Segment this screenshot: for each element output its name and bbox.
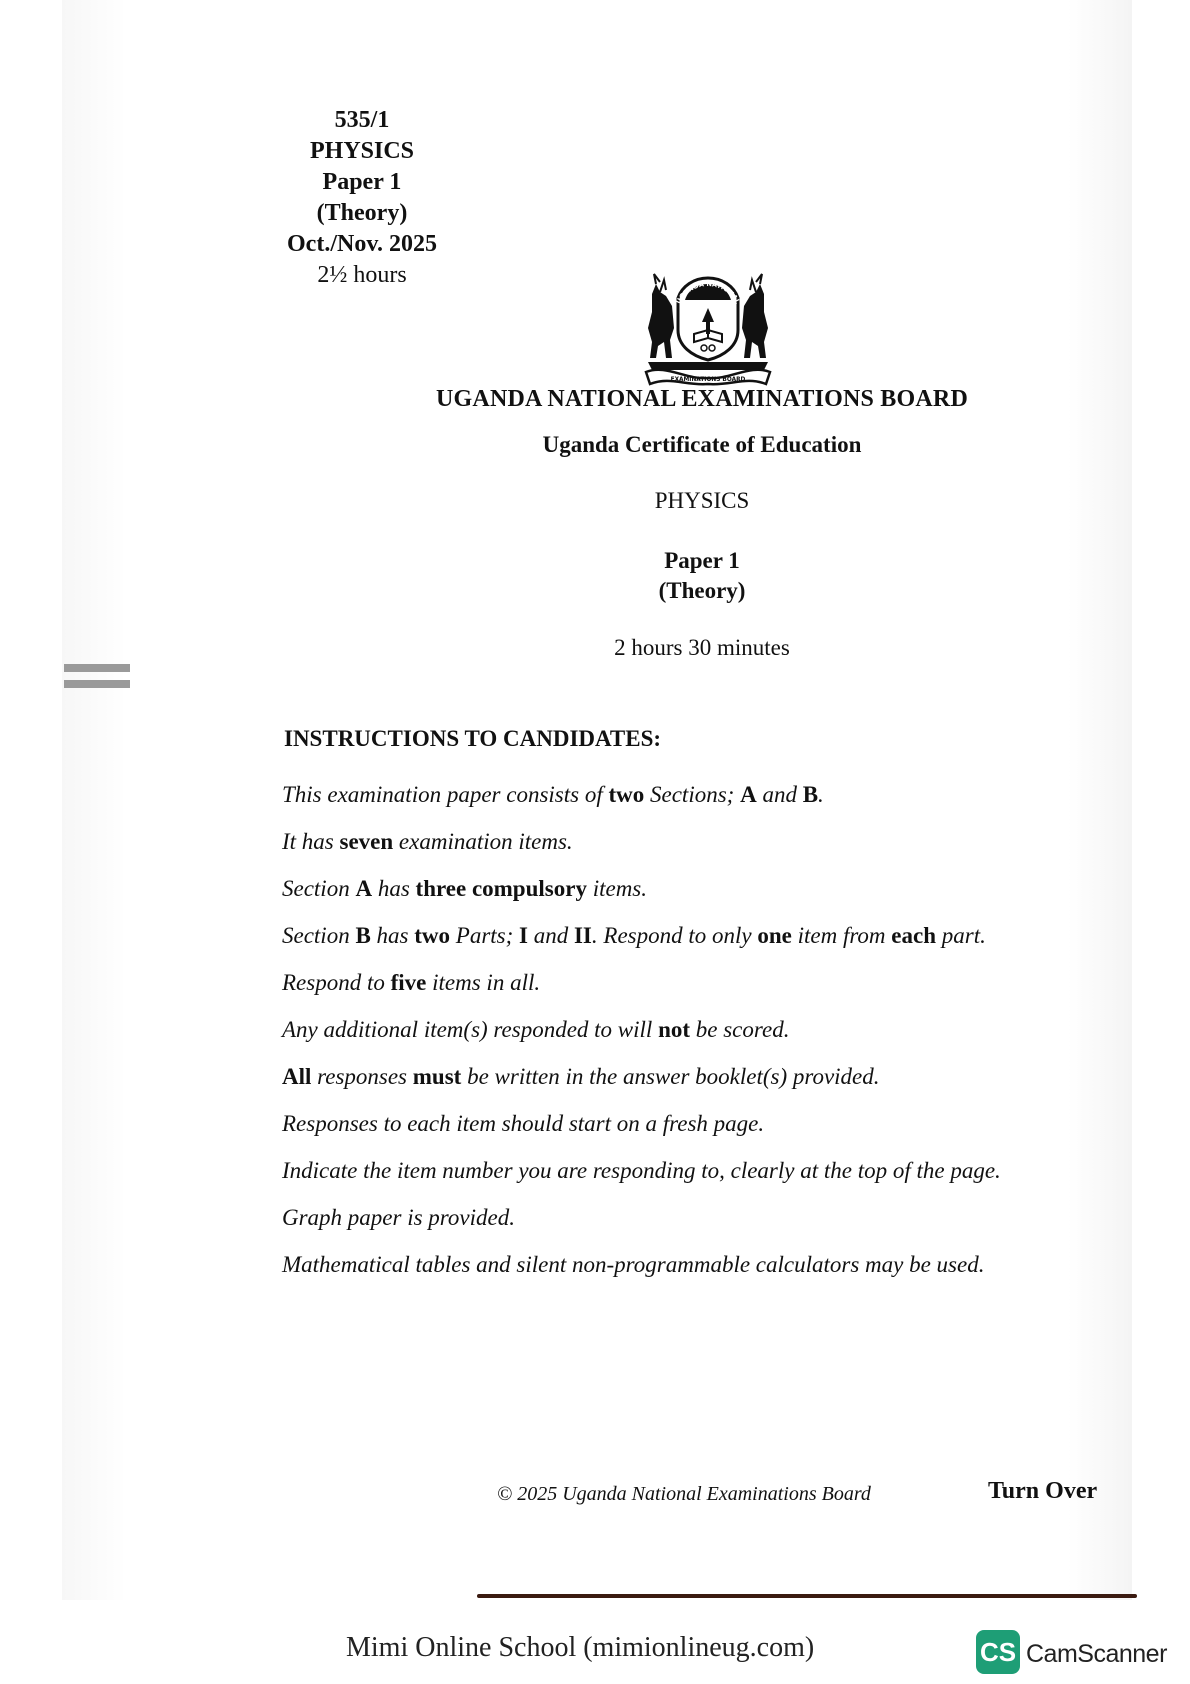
- svg-text:UGANDA NATIONAL: UGANDA NATIONAL: [674, 279, 742, 306]
- instruction-emphasis: one: [757, 923, 792, 948]
- header-time: 2½ hours: [317, 262, 407, 288]
- paper-type: (Theory): [658, 578, 746, 603]
- instruction-text: . Respond to only: [591, 923, 758, 948]
- instruction-text: Parts;: [450, 923, 520, 948]
- instruction-text: part.: [936, 923, 986, 948]
- instruction-emphasis: seven: [339, 829, 394, 854]
- instruction-emphasis: B: [355, 923, 371, 948]
- instruction-item: [282, 1252, 1102, 1299]
- paper-number: Paper 1: [664, 548, 740, 573]
- instruction-text: Graph paper is provided.: [282, 1205, 515, 1230]
- subject-title: PHYSICS: [654, 488, 750, 513]
- instruction-emphasis: II: [573, 923, 592, 948]
- page-bottom-rule: [477, 1594, 1137, 1598]
- instruction-emphasis: three compulsory: [415, 876, 587, 901]
- instruction-item: [282, 1111, 1102, 1158]
- turn-over-label: Turn Over: [988, 1478, 1098, 1504]
- instruction-text: Section: [282, 876, 356, 901]
- instruction-text: It has: [282, 829, 340, 854]
- instructions-list: [282, 782, 1102, 1299]
- instruction-text: responses: [311, 1064, 413, 1089]
- instruction-text: be written in the answer booklet(s) provided.: [461, 1064, 880, 1089]
- instruction-text: items in all.: [426, 970, 541, 995]
- camscanner-name: CamScanner: [1026, 1640, 1167, 1668]
- instruction-item: [282, 876, 1102, 923]
- scan-edge-marks: [64, 664, 130, 696]
- instruction-item: [282, 970, 1102, 1017]
- paper-code: 535/1: [334, 107, 390, 133]
- instruction-item: [282, 923, 1102, 970]
- watermark-source: Mimi Online School (mimionlineug.com): [346, 1632, 815, 1663]
- uneb-crest-logo: [642, 272, 774, 387]
- instruction-text: .: [818, 782, 824, 807]
- instruction-text: examination items.: [393, 829, 573, 854]
- edge-mark: [64, 664, 130, 672]
- edge-mark: [64, 680, 130, 688]
- instruction-text: item from: [791, 923, 892, 948]
- instruction-emphasis: B: [802, 782, 819, 807]
- instruction-item: [282, 1064, 1102, 1111]
- exam-duration: 2 hours 30 minutes: [614, 635, 790, 660]
- camscanner-logo-icon: CS: [976, 1630, 1020, 1674]
- instruction-emphasis: two: [414, 923, 451, 948]
- header-subject: PHYSICS: [309, 138, 415, 164]
- instruction-text: has: [370, 923, 415, 948]
- instruction-emphasis: A: [355, 876, 373, 901]
- instruction-text: and: [756, 782, 803, 807]
- header-type: (Theory): [316, 200, 408, 226]
- instruction-text: has: [372, 876, 416, 901]
- instruction-item: [282, 1205, 1102, 1252]
- instruction-text: be scored.: [690, 1017, 790, 1042]
- instruction-emphasis: A: [740, 782, 757, 807]
- instructions-heading: INSTRUCTIONS TO CANDIDATES:: [284, 726, 662, 751]
- instruction-item: [282, 1158, 1102, 1205]
- instruction-emphasis: two: [608, 782, 645, 807]
- svg-text:EXAMINATIONS BOARD: EXAMINATIONS BOARD: [670, 377, 746, 383]
- instruction-emphasis: not: [658, 1017, 691, 1042]
- copyright-notice: © 2025 Uganda National Examinations Board: [497, 1483, 871, 1505]
- instruction-text: Sections;: [644, 782, 741, 807]
- board-name: UGANDA NATIONAL EXAMINATIONS BOARD: [436, 386, 968, 412]
- instruction-item: [282, 782, 1102, 829]
- instruction-text: Any additional item(s) responded to will: [282, 1017, 659, 1042]
- instruction-text: items.: [586, 876, 648, 901]
- certificate-name: Uganda Certificate of Education: [542, 432, 862, 457]
- instruction-text: This examination paper consists of: [282, 782, 609, 807]
- instruction-item: [282, 829, 1102, 876]
- instruction-text: Mathematical tables and silent non-programmable calculators may be used.: [282, 1252, 985, 1277]
- instruction-emphasis: five: [390, 970, 427, 995]
- instruction-item: [282, 1017, 1102, 1064]
- header-paper: Paper 1: [322, 169, 402, 195]
- instruction-text: Section: [282, 923, 356, 948]
- instruction-text: Indicate the item number you are responding to, clearly at the top of the page.: [282, 1158, 1001, 1183]
- instruction-text: and: [527, 923, 574, 948]
- exam-sheet: [62, 0, 1132, 1600]
- instruction-text: Responses to each item should start on a fresh page.: [282, 1111, 765, 1136]
- paper-header: [262, 105, 462, 291]
- instruction-emphasis: each: [891, 923, 937, 948]
- instruction-text: Respond to: [282, 970, 391, 995]
- paper-title: [362, 546, 1042, 606]
- instruction-emphasis: I: [519, 923, 528, 948]
- instruction-emphasis: All: [282, 1064, 312, 1089]
- header-session: Oct./Nov. 2025: [287, 231, 437, 257]
- instruction-emphasis: must: [412, 1064, 462, 1089]
